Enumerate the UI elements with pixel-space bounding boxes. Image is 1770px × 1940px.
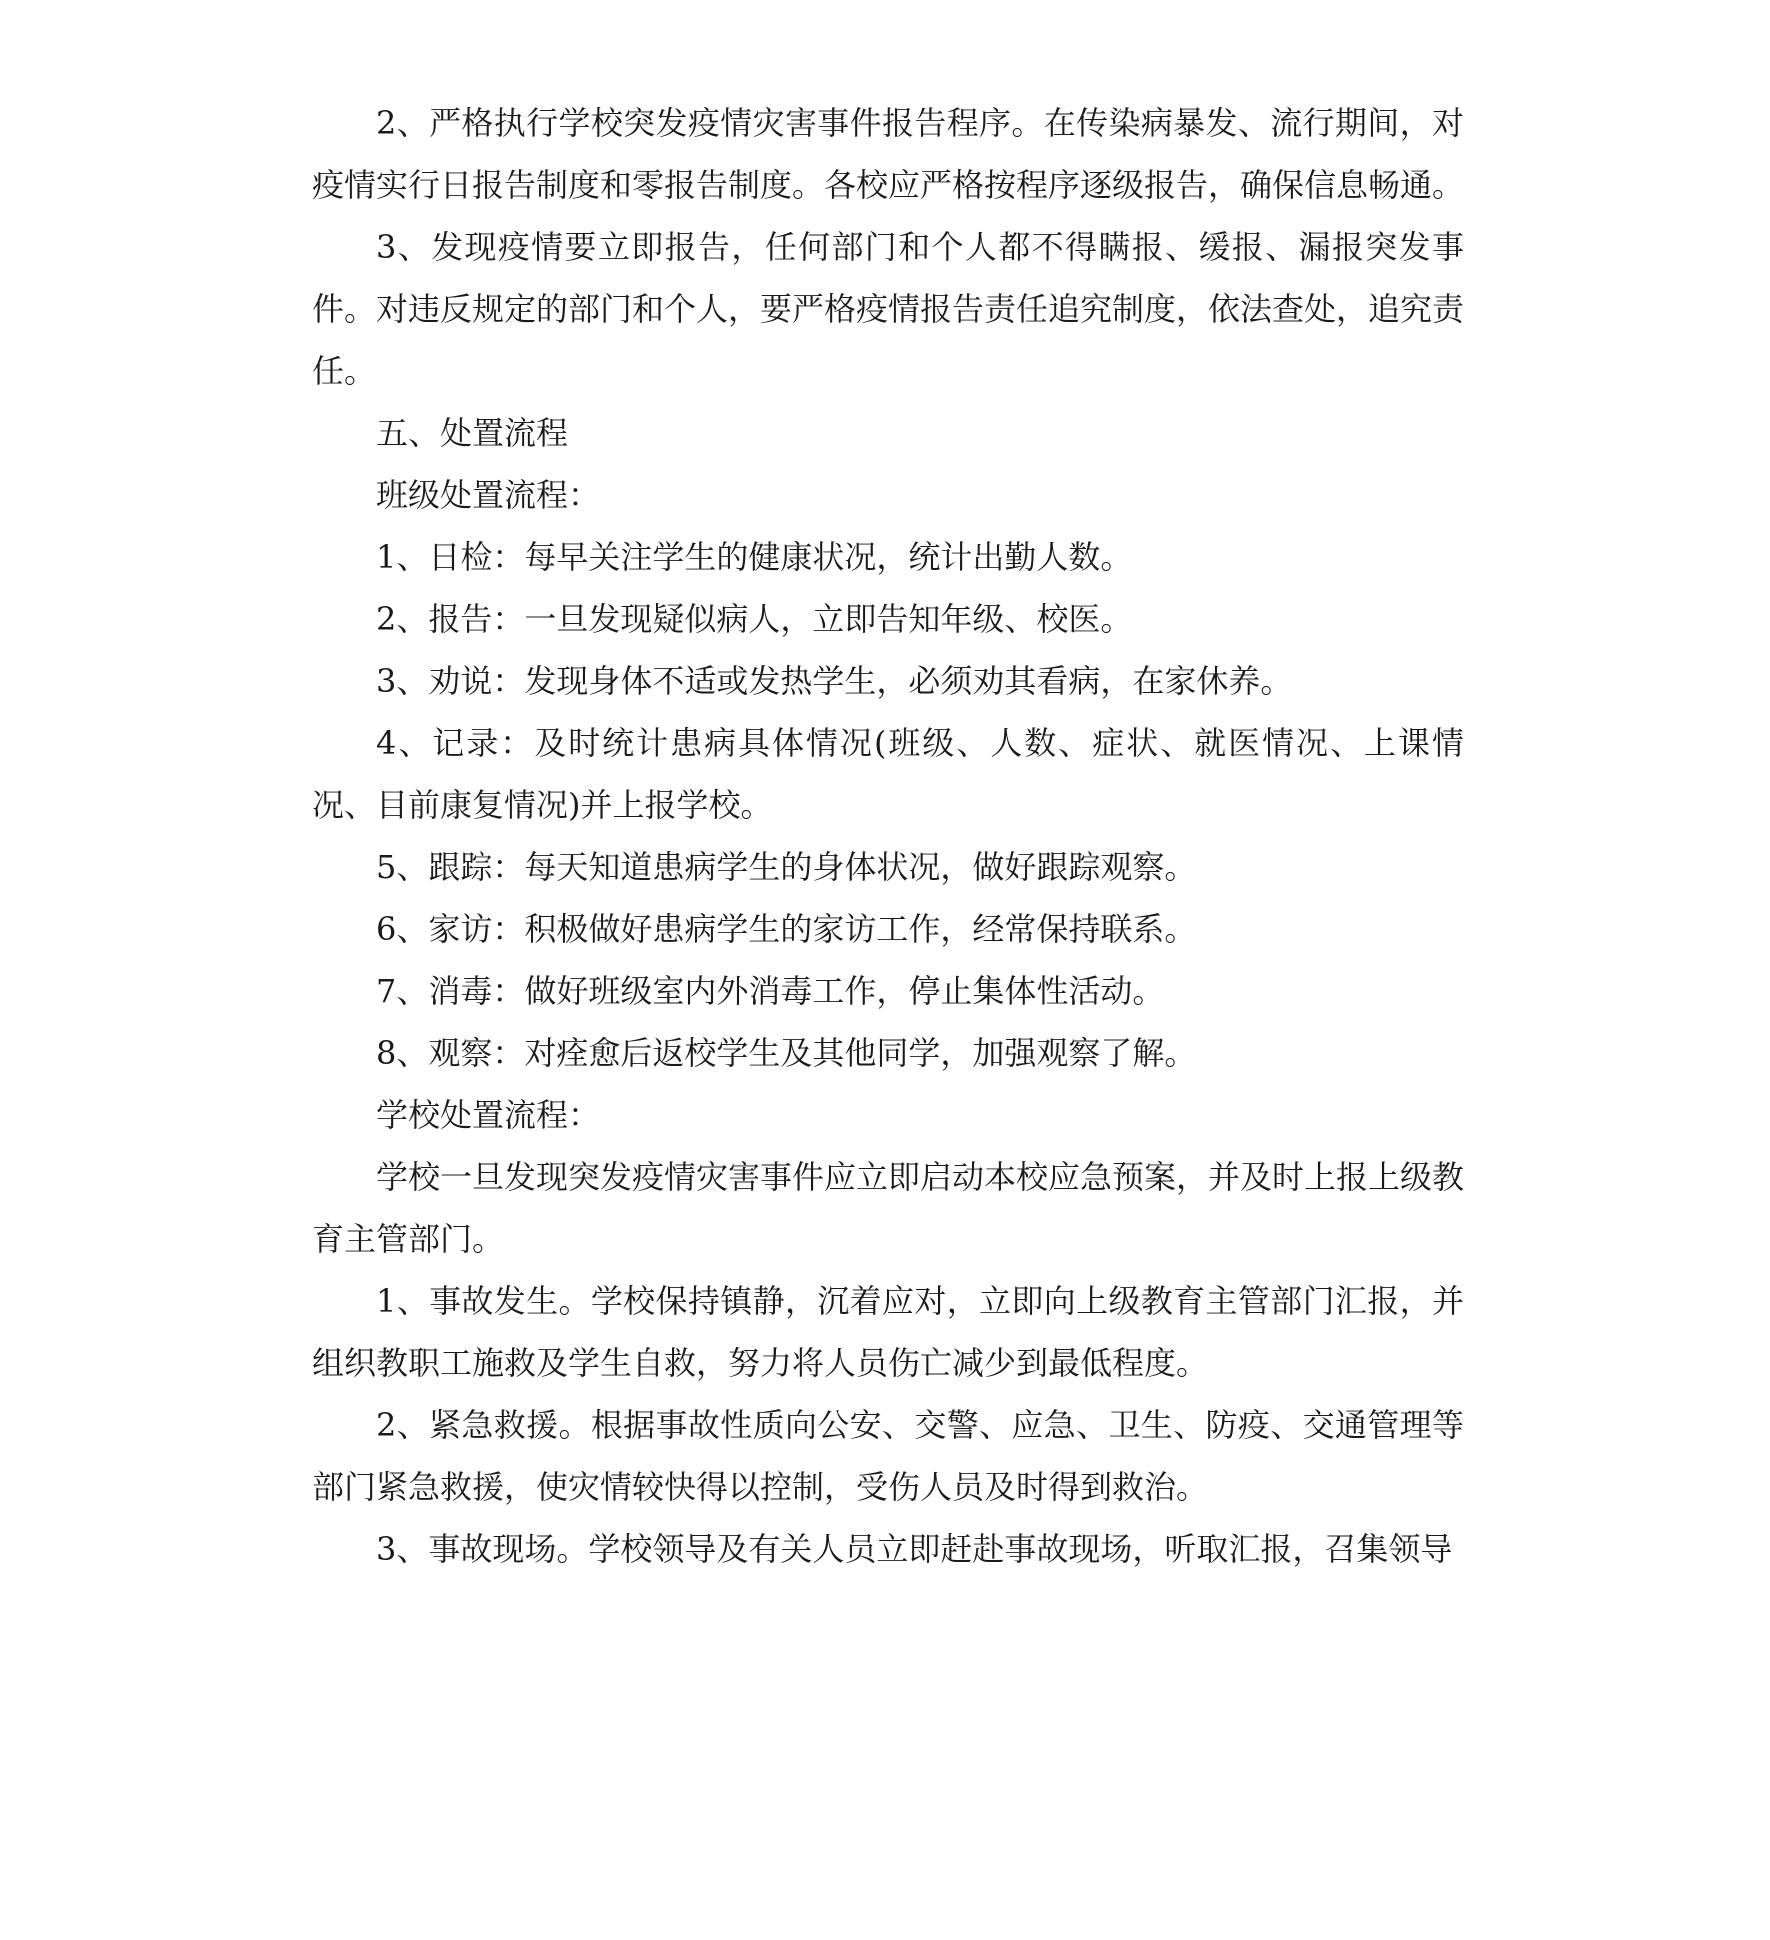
list-item-emergency-rescue: 2、紧急救援。根据事故性质向公安、交警、应急、卫生、防疫、交通管理等部门紧急救援，使灾情较快得以控制，受伤人员及时得到救治。 bbox=[312, 1406, 1464, 1506]
list-item-record: 4、记录：及时统计患病具体情况(班级、人数、症状、就医情况、上课情况、目前康复情况)并上报学校。 bbox=[312, 724, 1464, 824]
list-item-report: 2、报告：一旦发现疑似病人，立即告知年级、校医。 bbox=[376, 600, 1133, 638]
document-body bbox=[312, 92, 1464, 1580]
subheading-school-process: 学校处置流程： bbox=[376, 1096, 601, 1134]
list-item-accident-scene: 3、事故现场。学校领导及有关人员立即赶赴事故现场，听取汇报，召集领导 bbox=[376, 1530, 1453, 1568]
list-item-observe: 8、观察：对痊愈后返校学生及其他同学，加强观察了解。 bbox=[376, 1034, 1197, 1072]
paragraph-immediate-report: 3、发现疫情要立即报告，任何部门和个人都不得瞒报、缓报、漏报突发事件。对违反规定的部门和个人，要严格疫情报告责任追究制度，依法查处，追究责任。 bbox=[312, 228, 1465, 390]
paragraph-school-emergency-plan: 学校一旦发现突发疫情灾害事件应立即启动本校应急预案，并及时上报上级教育主管部门。 bbox=[312, 1158, 1465, 1258]
list-item-track: 5、跟踪：每天知道患病学生的身体状况，做好跟踪观察。 bbox=[376, 848, 1197, 886]
section-heading-disposal-process: 五、处置流程 bbox=[376, 414, 569, 452]
list-item-persuade: 3、劝说：发现身体不适或发热学生，必须劝其看病，在家休养。 bbox=[376, 662, 1293, 700]
paragraph-report-procedure: 2、严格执行学校突发疫情灾害事件报告程序。在传染病暴发、流行期间，对疫情实行日报告制度和零报告制度。各校应严格按程序逐级报告，确保信息畅通。 bbox=[312, 104, 1465, 204]
subheading-class-process: 班级处置流程： bbox=[376, 476, 601, 514]
list-item-disinfect: 7、消毒：做好班级室内外消毒工作，停止集体性活动。 bbox=[376, 972, 1165, 1010]
list-item-daily-check: 1、日检：每早关注学生的健康状况，统计出勤人数。 bbox=[376, 538, 1133, 576]
list-item-accident-occurs: 1、事故发生。学校保持镇静，沉着应对，立即向上级教育主管部门汇报，并组织教职工施救及学生自救，努力将人员伤亡减少到最低程度。 bbox=[312, 1282, 1464, 1382]
list-item-home-visit: 6、家访：积极做好患病学生的家访工作，经常保持联系。 bbox=[376, 910, 1197, 948]
